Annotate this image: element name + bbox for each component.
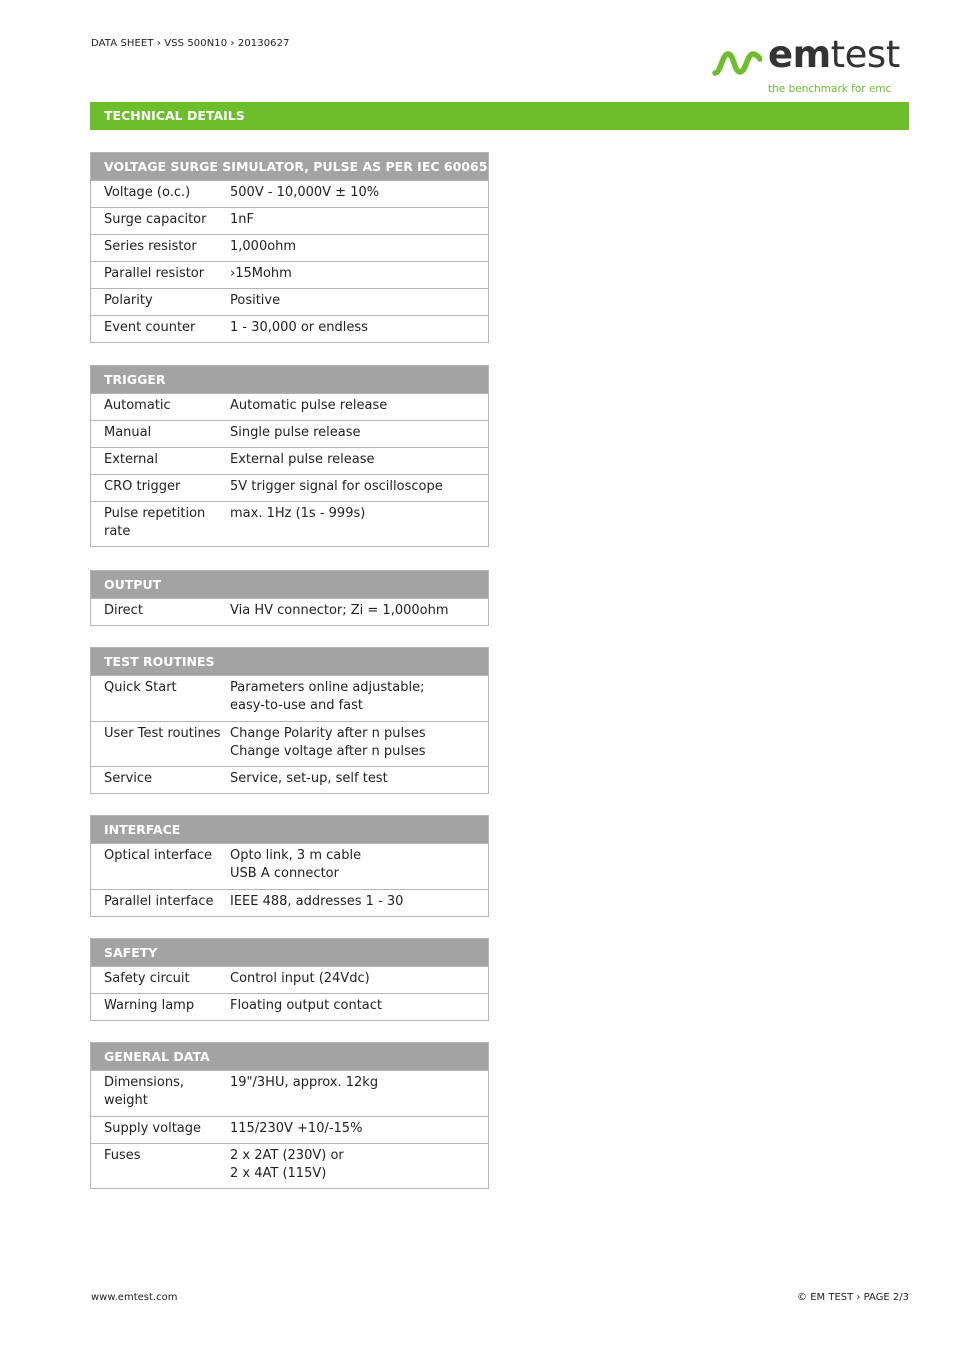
spec-value: Opto link, 3 m cable USB A connector	[230, 848, 362, 881]
spec-table-title: VOLTAGE SURGE SIMULATOR, PULSE AS PER IEC 60065	[91, 153, 488, 180]
spec-value: ›15Mohm	[230, 266, 292, 281]
spec-row	[91, 315, 488, 342]
spec-label: External	[104, 452, 158, 467]
section-title-technical-details: TECHNICAL DETAILS	[90, 102, 909, 130]
spec-value: Positive	[230, 293, 281, 308]
spec-value: Change Polarity after n pulses Change voltage after n pulses	[230, 726, 426, 759]
spec-value: max. 1Hz (1s - 999s)	[230, 506, 366, 521]
spec-row	[91, 1143, 488, 1188]
spec-value: Parameters online adjustable; easy-to-use and fast	[230, 680, 425, 713]
spec-row	[91, 234, 488, 261]
spec-value: 115/230V +10/-15%	[230, 1121, 363, 1136]
spec-row	[91, 420, 488, 447]
spec-label: Quick Start	[104, 680, 177, 695]
spec-table-title: INTERFACE	[91, 816, 488, 843]
spec-value: 19"/3HU, approx. 12kg	[230, 1075, 379, 1090]
spec-table	[90, 570, 489, 626]
spec-row	[91, 889, 488, 916]
spec-row	[91, 1070, 488, 1116]
logo-wordmark: emtest	[768, 33, 900, 76]
spec-value: 5V trigger signal for oscilloscope	[230, 479, 443, 494]
spec-row	[91, 843, 488, 889]
spec-label: Direct	[104, 603, 143, 618]
footer-website: www.emtest.com	[91, 1292, 178, 1303]
spec-row	[91, 675, 488, 721]
spec-value: Control input (24Vdc)	[230, 971, 370, 986]
spec-label: CRO trigger	[104, 479, 181, 494]
spec-label: Fuses	[104, 1148, 141, 1163]
spec-label: Optical interface	[104, 848, 213, 863]
spec-value: 1 - 30,000 or endless	[230, 320, 368, 335]
spec-row	[91, 1116, 488, 1143]
spec-table	[90, 365, 489, 547]
spec-row	[91, 288, 488, 315]
spec-value: 1nF	[230, 212, 254, 227]
spec-value: Floating output contact	[230, 998, 383, 1013]
footer-page-number: © EM TEST › PAGE 2/3	[797, 1292, 909, 1303]
spec-table-title: GENERAL DATA	[91, 1043, 488, 1070]
spec-label: Supply voltage	[104, 1121, 202, 1136]
spec-label: Dimensions, weight	[104, 1075, 185, 1108]
breadcrumb: DATA SHEET › VSS 500N10 › 20130627	[91, 38, 290, 49]
spec-row	[91, 447, 488, 474]
spec-row	[91, 393, 488, 420]
logo-tagline: the benchmark for emc	[768, 83, 892, 95]
spec-label: Event counter	[104, 320, 196, 335]
spec-row	[91, 721, 488, 766]
spec-table-title: TEST ROUTINES	[91, 648, 488, 675]
spec-row	[91, 966, 488, 993]
wave-logo-icon	[712, 50, 762, 76]
spec-value: Via HV connector; Zi = 1,000ohm	[230, 603, 449, 618]
spec-row	[91, 474, 488, 501]
spec-table	[90, 647, 489, 794]
spec-label: Voltage (o.c.)	[104, 185, 191, 200]
spec-label: Warning lamp	[104, 998, 195, 1013]
spec-value: External pulse release	[230, 452, 375, 467]
spec-label: Manual	[104, 425, 152, 440]
spec-row	[91, 261, 488, 288]
spec-row	[91, 598, 488, 625]
spec-label: Parallel resistor	[104, 266, 205, 281]
spec-row	[91, 207, 488, 234]
spec-table	[90, 938, 489, 1021]
spec-label: Surge capacitor	[104, 212, 207, 227]
spec-label: Automatic	[104, 398, 171, 413]
spec-table	[90, 1042, 489, 1189]
spec-label: Service	[104, 771, 153, 786]
spec-value: Automatic pulse release	[230, 398, 388, 413]
spec-table-title: TRIGGER	[91, 366, 488, 393]
spec-value: 500V - 10,000V ± 10%	[230, 185, 380, 200]
spec-row	[91, 501, 488, 546]
spec-value: Single pulse release	[230, 425, 361, 440]
spec-table-title: SAFETY	[91, 939, 488, 966]
spec-table-title: OUTPUT	[91, 571, 488, 598]
spec-row	[91, 180, 488, 207]
spec-value: Service, set-up, self test	[230, 771, 388, 786]
spec-label: Series resistor	[104, 239, 197, 254]
spec-value: 1,000ohm	[230, 239, 297, 254]
spec-row	[91, 766, 488, 793]
spec-table	[90, 815, 489, 917]
emtest-logo	[712, 33, 912, 100]
spec-label: User Test routines	[104, 726, 221, 741]
spec-label: Pulse repetition rate	[104, 506, 206, 539]
spec-value: IEEE 488, addresses 1 - 30	[230, 894, 404, 909]
spec-label: Polarity	[104, 293, 153, 308]
spec-label: Safety circuit	[104, 971, 190, 986]
spec-label: Parallel interface	[104, 894, 214, 909]
spec-value: 2 x 2AT (230V) or 2 x 4AT (115V)	[230, 1148, 344, 1181]
spec-table	[90, 152, 489, 343]
spec-row	[91, 993, 488, 1020]
